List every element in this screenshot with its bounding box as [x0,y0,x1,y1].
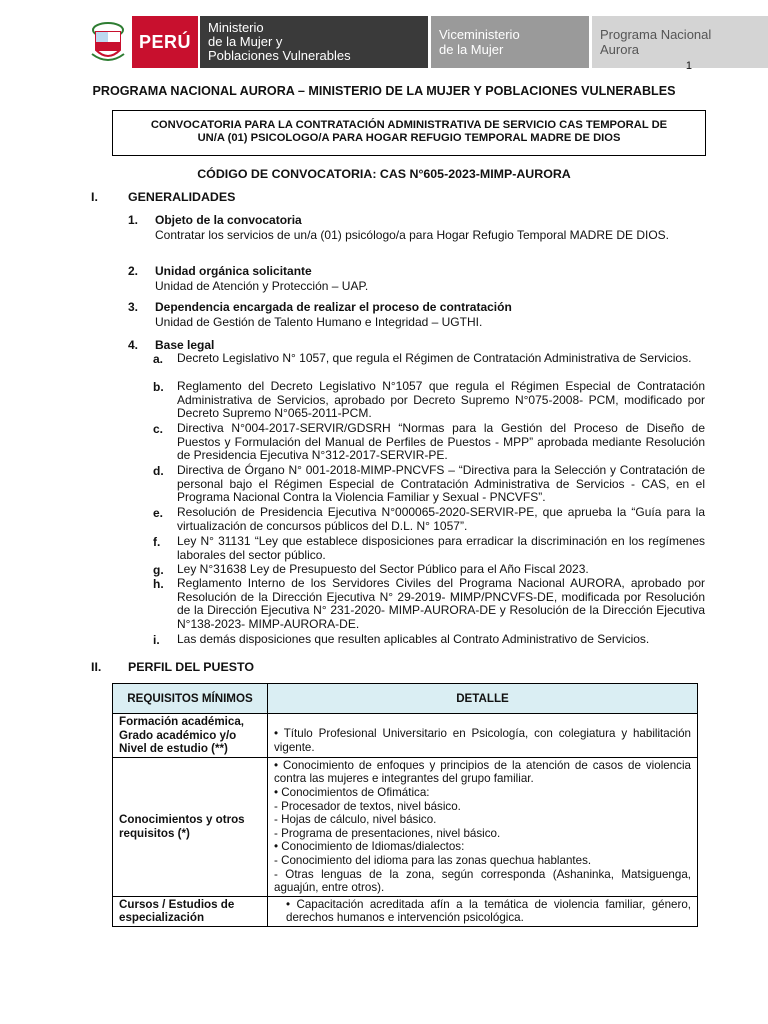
detail-cell [268,757,698,896]
detail-line: • Título Profesional Universitario en Psicología, con colegiatura y habilitación vigente. [274,727,691,754]
call-line-2: UN/A (01) PSICOLOGO/A PARA HOGAR REFUGIO TEMPORAL MADRE DE DIOS [197,132,621,144]
legal-text: Las demás disposiciones que resulten aplicables al Contrato Administrativo de Servicios. [177,632,650,646]
legal-letter: d. [153,464,164,478]
item-number: 2. [128,264,139,278]
detail-line: - Conocimiento del idioma para las zonas quechua hablantes. [274,853,592,867]
requirement-cell: Cursos / Estudios de especialización [113,896,268,926]
detail-line: - Procesador de textos, nivel básico. [274,799,461,813]
item-number: 3. [128,300,139,314]
legal-letter: i. [153,633,160,647]
call-box [112,110,706,156]
detail-cell [268,714,698,758]
viceministerio-label: Viceministerio de la Mujer [431,16,589,68]
programa-label: Programa Nacional Aurora [592,16,768,68]
document-title: PROGRAMA NACIONAL AURORA – MINISTERIO DE LA MUJER Y POBLACIONES VULNERABLES [92,84,676,98]
item-text: Unidad de Atención y Protección – UAP. [155,279,369,293]
table-header-row [113,684,698,714]
legal-text: Reglamento Interno de los Servidores Civiles del Programa Nacional AURORA, aprobado por Resolución de la Dirección Ejecutiva N° 29-2019- MIMP/PNCVFS-DE, modificada por Resolución de la Dirección Ejecutiva N° 231-2020- MIMP-AURORA-DE y Resolución de la Dirección Ejecutiva N°138-2023- MIMP-AURORA-DE. [177,576,705,631]
legal-letter: b. [153,380,164,394]
coat-of-arms-icon [86,16,130,68]
header-banner [80,16,712,68]
detail-line: • Conocimientos de Ofimática: [274,785,430,799]
legal-letter: f. [153,535,161,549]
detail-line: • Conocimiento de Idiomas/dialectos: [274,840,465,854]
section-title: PERFIL DEL PUESTO [128,660,254,674]
section-number: I. [91,190,98,204]
legal-letter: a. [153,352,164,366]
section-number: II. [91,660,102,674]
requirement-cell: Formación académica, Grado académico y/o Nivel de estudio (**) [113,714,268,758]
section-title: GENERALIDADES [128,190,236,204]
legal-letter: g. [153,563,164,577]
legal-letter: c. [153,422,164,436]
item-title: Base legal [155,338,215,352]
legal-text: Decreto Legislativo N° 1057, que regula el Régimen de Contratación Administrativa de Servicios. [177,351,692,365]
item-text: Contratar los servicios de un/a (01) psicólogo/a para Hogar Refugio Temporal MADRE DE DIOS. [155,228,670,242]
requirement-cell: Conocimientos y otros requisitos (*) [113,757,268,896]
detail-cell [268,896,698,926]
table-row [113,757,698,896]
item-number: 4. [128,338,139,352]
call-line-1: CONVOCATORIA PARA LA CONTRATACIÓN ADMINISTRATIVA DE SERVICIO CAS TEMPORAL DE [150,119,668,131]
detail-line: • Capacitación acreditada afín a la temática de violencia familiar, género, derechos humanos e intervención psicológica. [286,897,691,925]
detail-line: • Conocimiento de enfoques y principios de la atención de casos de violencia contra las mujeres e integrantes del grupo familiar. [274,758,691,786]
legal-text: Directiva de Órgano N° 001-2018-MIMP-PNCVFS – “Directiva para la Selección y Contratación de personal bajo el Régimen Especial de Contratación Administrativa de Servicios - CAS, en el Programa Nacional Contra la Violencia Familiar y Sexual - PNCVFS”. [177,463,705,505]
legal-letter: e. [153,506,164,520]
item-number: 1. [128,213,139,227]
call-code: CÓDIGO DE CONVOCATORIA: CAS N°605-2023-MIMP-AURORA [197,167,571,181]
ministerio-label: Ministerio de la Mujer y Poblaciones Vulnerables [200,16,428,68]
legal-text: Ley N°31638 Ley de Presupuesto del Sector Público para el Año Fiscal 2023. [177,562,589,576]
detail-line: - Programa de presentaciones, nivel básico. [274,826,501,840]
legal-text: Ley N° 31131 “Ley que establece disposiciones para erradicar la discriminación en los regímenes laborales del sector público. [177,534,705,562]
item-title: Unidad orgánica solicitante [155,264,312,278]
item-text: Unidad de Gestión de Talento Humano e Integridad – UGTHI. [155,315,483,329]
legal-letter: h. [153,577,164,591]
profile-table [112,683,698,927]
peru-brand: PERÚ [132,16,198,68]
table-row [113,714,698,758]
item-title: Objeto de la convocatoria [155,213,302,227]
table-row [113,896,698,926]
detail-line: - Hojas de cálculo, nivel básico. [274,813,437,827]
legal-text: Resolución de Presidencia Ejecutiva N°000065-2020-SERVIR-PE, que aprueba la “Guía para la virtualización de concursos públicos del D.L. N° 1057”. [177,505,705,533]
legal-text: Directiva N°004-2017-SERVIR/GDSRH “Normas para la Gestión del Proceso de Diseño de Puestos y Formulación del Manual de Perfiles de Puestos - MPP” aprobada mediante Resolución de Presidencia Ejecutiva N°312-2017-SERVIR-PE. [177,421,705,463]
detail-line: - Otras lenguas de la zona, según corresponda (Ashaninka, Matsiguenga, aguajún, entre otros). [274,867,691,895]
legal-text: Reglamento del Decreto Legislativo N°1057 que regula el Régimen Especial de Contratación Administrativa de Servicios, aprobado por Decreto Supremo N°075-2008- PCM, modificado por Decreto Supremo N°065-2011-PCM. [177,379,705,421]
page-number: 1 [685,60,692,72]
header-requisitos: REQUISITOS MÍNIMOS [113,684,268,714]
header-detalle: DETALLE [268,684,698,714]
item-title: Dependencia encargada de realizar el proceso de contratación [155,300,512,314]
